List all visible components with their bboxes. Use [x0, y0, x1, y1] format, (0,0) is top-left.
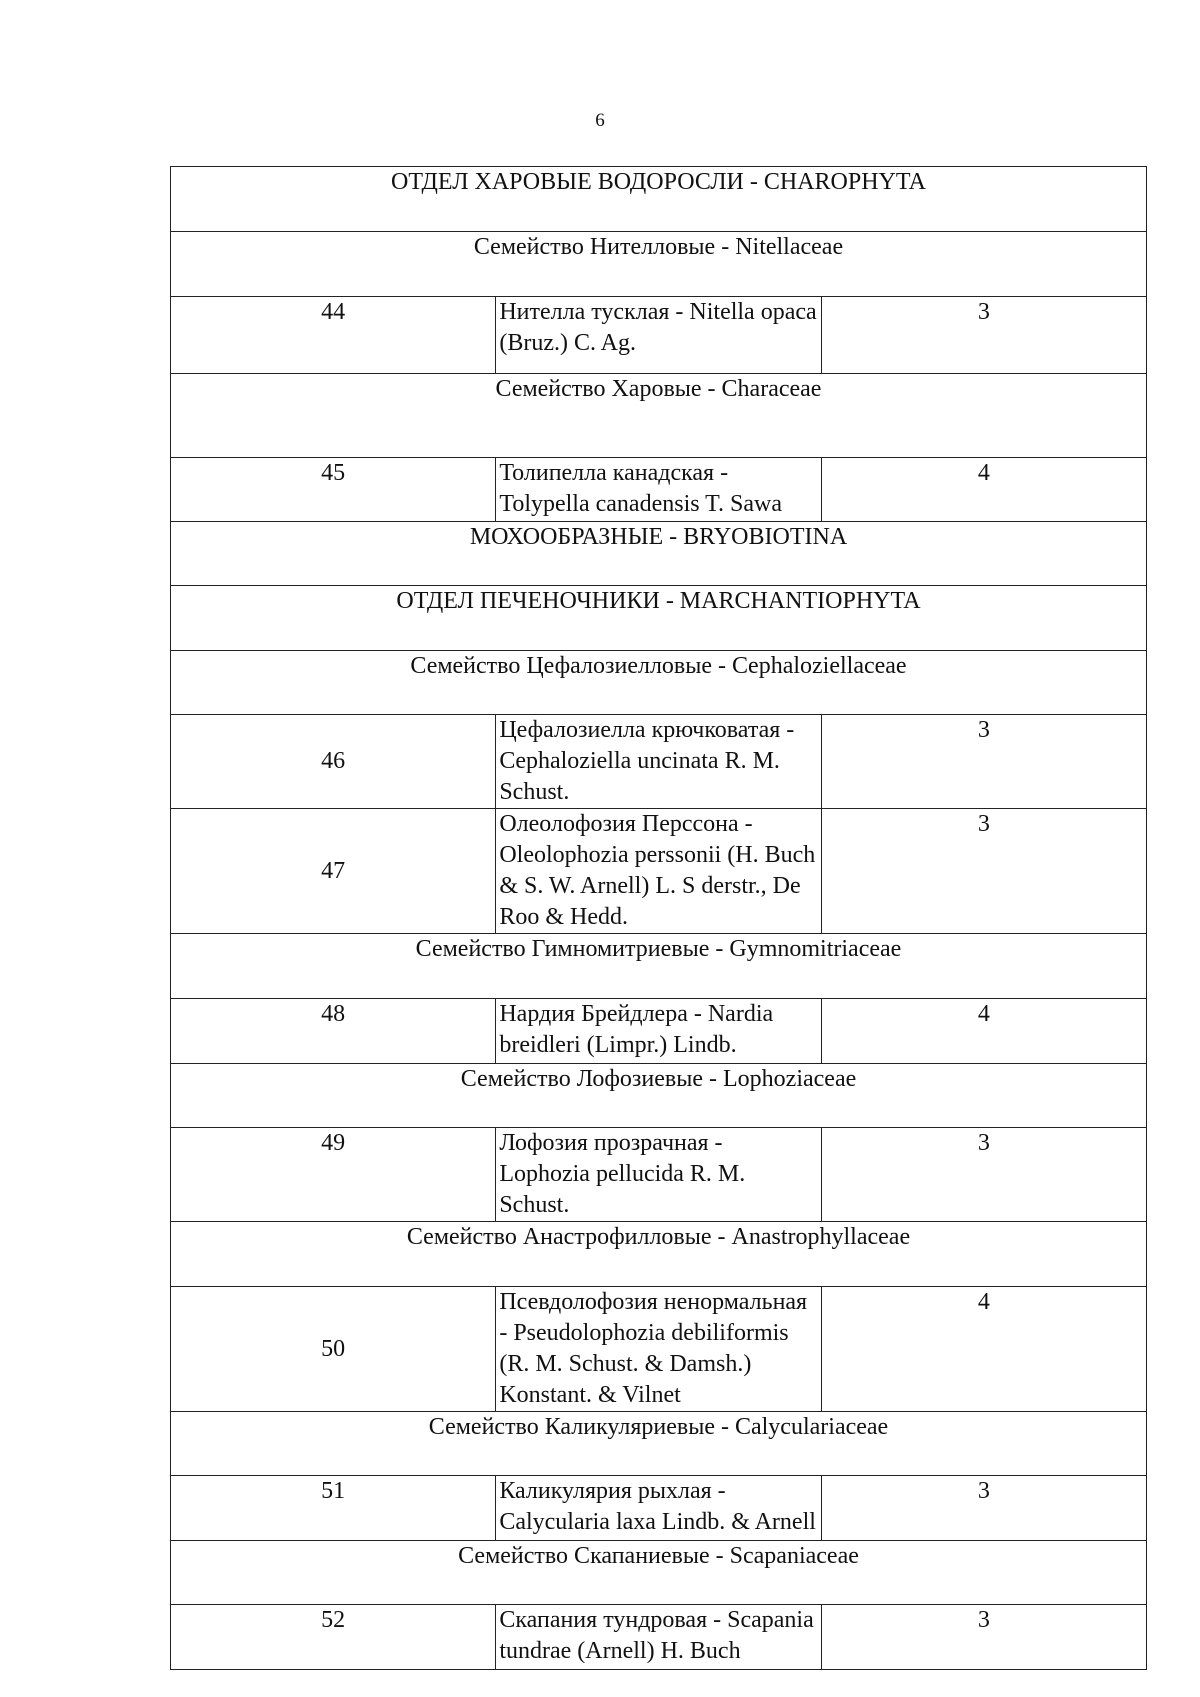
species-number: 49: [171, 1128, 496, 1222]
rarity-category: 3: [821, 1128, 1146, 1222]
rarity-category: 3: [821, 297, 1146, 374]
species-row: [171, 1476, 1147, 1541]
section-heading-row: [171, 374, 1147, 458]
species-number: 52: [171, 1605, 496, 1670]
species-name: Цефалозиелла крючковатая - Cephaloziella uncinata R. M. Schust.: [496, 715, 821, 809]
species-number: 44: [171, 297, 496, 374]
species-number: 48: [171, 999, 496, 1064]
species-name: Нардия Брейдлера - Nardia breidleri (Limpr.) Lindb.: [496, 999, 821, 1064]
rarity-category: 3: [821, 1476, 1146, 1541]
species-row: [171, 715, 1147, 809]
section-heading: Семейство Скапаниевые - Scapaniaceae: [171, 1541, 1147, 1605]
section-heading-row: [171, 934, 1147, 999]
section-heading: Семейство Цефалозиелловые - Cephaloziellaceae: [171, 651, 1147, 715]
species-row: [171, 1287, 1147, 1412]
section-heading-row: [171, 522, 1147, 586]
species-row: [171, 1605, 1147, 1670]
species-name: Толипелла канадская - Tolypella canadensis T. Sawa: [496, 458, 821, 522]
section-heading: Семейство Харовые - Characeae: [171, 374, 1147, 458]
rarity-category: 4: [821, 1287, 1146, 1412]
section-heading-row: [171, 232, 1147, 297]
section-heading-row: [171, 1412, 1147, 1476]
species-number: 45: [171, 458, 496, 522]
species-name: Лофозия прозрачная - Lophozia pellucida R. M. Schust.: [496, 1128, 821, 1222]
species-number: 47: [171, 809, 496, 934]
rarity-category: 4: [821, 458, 1146, 522]
section-heading: ОТДЕЛ ПЕЧЕНОЧНИКИ - MARCHANTIOPHYTA: [171, 586, 1147, 651]
species-row: [171, 809, 1147, 934]
rarity-category: 4: [821, 999, 1146, 1064]
species-number: 46: [171, 715, 496, 809]
species-row: [171, 297, 1147, 374]
section-heading-row: [171, 1064, 1147, 1128]
species-row: [171, 999, 1147, 1064]
section-heading-row: [171, 1541, 1147, 1605]
section-heading: Семейство Гимномитриевые - Gymnomitriaceae: [171, 934, 1147, 999]
section-heading: МОХООБРАЗНЫЕ - BRYOBIOTINA: [171, 522, 1147, 586]
species-name: Псевдолофозия ненормальная - Pseudolophozia debiliformis (R. M. Schust. & Damsh.) Konstant. & Vilnet: [496, 1287, 821, 1412]
section-heading: Семейство Лофозиевые - Lophoziaceae: [171, 1064, 1147, 1128]
section-heading: Семейство Анастрофилловые - Anastrophyllaceae: [171, 1222, 1147, 1287]
section-heading-row: [171, 1222, 1147, 1287]
section-heading: Семейство Нителловые - Nitellaceae: [171, 232, 1147, 297]
species-row: [171, 458, 1147, 522]
species-number: 51: [171, 1476, 496, 1541]
section-heading: ОТДЕЛ ХАРОВЫЕ ВОДОРОСЛИ - CHAROPHYTA: [171, 167, 1147, 232]
section-heading-row: [171, 167, 1147, 232]
species-name: Нителла тусклая - Nitella opaca (Bruz.) C. Ag.: [496, 297, 821, 374]
species-number: 50: [171, 1287, 496, 1412]
rarity-category: 3: [821, 715, 1146, 809]
page-number: 6: [595, 110, 605, 131]
species-name: Олеолофозия Перссона - Oleolophozia perssonii (H. Buch & S. W. Arnell) L. S derstr., De Roo & Hedd.: [496, 809, 821, 934]
section-heading-row: [171, 651, 1147, 715]
rarity-category: 3: [821, 809, 1146, 934]
section-heading-row: [171, 586, 1147, 651]
red-book-species-table: [170, 166, 1147, 1670]
species-row: [171, 1128, 1147, 1222]
species-name: Скапания тундровая - Scapania tundrae (Arnell) H. Buch: [496, 1605, 821, 1670]
section-heading: Семейство Каликуляриевые - Calyculariaceae: [171, 1412, 1147, 1476]
rarity-category: 3: [821, 1605, 1146, 1670]
species-name: Каликулярия рыхлая - Calycularia laxa Lindb. & Arnell: [496, 1476, 821, 1541]
